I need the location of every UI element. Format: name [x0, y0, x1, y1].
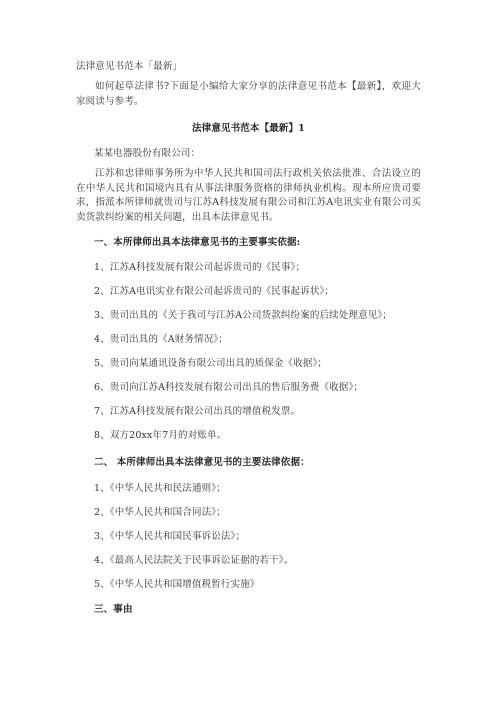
list-item: 5、贵司向某通讯设备有限公司出具的质保金《收据》； [94, 358, 328, 369]
section2-heading: 二、 本所律师出具本法律意见书的主要法律依据： [94, 457, 310, 468]
body-paragraph: 江苏和忠律师事务所为中华人民共和国司法行政机关依法批准、合法设立的在中华人民共和国境内具有从事法律服务资格的律师执业机构。现本所应贵司要求，指派本所律师就贵司与江苏A科技发展有限公司和江苏A电讯实业有限公司买卖货款纠纷案的相关问题，出具本法律意见书。 [76, 168, 421, 223]
list-item: 4、贵司出具的《A财务情况》； [94, 334, 228, 345]
section3-heading: 三、事由 [94, 604, 133, 615]
list-item: 4、《最高人民法院关于民事诉讼证据的若干》。 [94, 555, 294, 566]
list-item: 2、江苏A电讯实业有限公司起诉贵司的《民事起诉状》； [94, 286, 335, 297]
list-item: 7、江苏A科技发展有限公司出具的增值税发票。 [94, 406, 301, 417]
salutation: 某某电器股份有限公司： [94, 148, 201, 159]
document-title: 法律意见书范本「最新」 [76, 61, 183, 72]
list-item: 2、《中华人民共和国合同法》； [94, 507, 226, 518]
list-item: 5、《中华人民共和国增值税暂行实施》 [94, 579, 260, 590]
list-item: 6、贵司向江苏A科技发展有限公司出具的售后服务费《收据》； [94, 382, 364, 393]
section-heading: 法律意见书范本【最新】1 [192, 123, 305, 134]
list-item: 3、贵司出具的《关于我司与江苏A公司货款纠纷案的后续处理意见》； [94, 310, 392, 321]
list-item: 1、江苏A科技发展有限公司起诉贵司的《民事》； [94, 262, 306, 273]
intro-paragraph: 如何起草法律书?下面是小编给大家分享的法律意见书范本【最新】，欢迎大家阅读与参考。 [76, 81, 421, 107]
list-item: 1、《中华人民共和民法通则》； [94, 483, 226, 494]
section1-heading: 一、本所律师出具本法律意见书的主要事实依据: [94, 237, 301, 248]
list-item: 3、《中华人民共和国民事诉讼法》； [94, 531, 246, 542]
list-item: 8、双方20xx年7月的对账单。 [94, 430, 227, 441]
